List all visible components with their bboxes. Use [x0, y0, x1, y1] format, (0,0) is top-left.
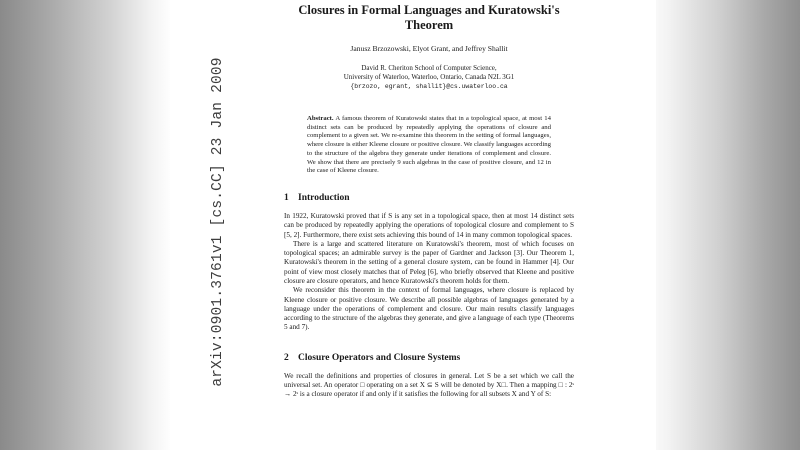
arxiv-sidebar-stamp: arXiv:0901.3761v1 [cs.CC] 23 Jan 2009: [210, 57, 226, 387]
affiliation-line-2: University of Waterloo, Waterloo, Ontario, Canada N2L 3G1: [343, 73, 515, 81]
section-1-title: Introduction: [298, 192, 350, 203]
section-2-title: Closure Operators and Closure Systems: [298, 352, 461, 363]
paper-authors: Janusz Brzozowski, Elyot Grant, and Jeffrey Shallit: [350, 44, 508, 53]
section-1-paragraph-3: We reconsider this theorem in the context of formal languages, where closure is replaced by Kleene closure or positive closure. We describe all possible algebras of languages generated by a language under the operations of complement and closure. Our main results classify languages according to the structure of the algebras they generate, and give a language of each type (Theorems 5 and 7).: [284, 286, 574, 332]
section-1-heading: [284, 193, 574, 203]
abstract-label: Abstract.: [307, 115, 334, 122]
affiliation-line-1: David R. Cheriton School of Computer Science,: [361, 64, 497, 72]
section-1-paragraph-2: There is a large and scattered literature on Kuratowski's theorem, most of which focuses on topological spaces; an admirable survey is the paper of Gardner and Jackson [3]. Our Theorem 1, Kuratowski's theorem in the setting of a general closure system, can be found in Hammer [4]. Our point of view most closely matches that of Peleg [6], who briefly observed that Kleene and positive closure are closure operators, and hence Kuratowski's theorem holds for them.: [284, 239, 574, 285]
section-2-paragraph-1: We recall the definitions and properties of closures in general. Let S be a set which we call the universal set. An operator □ operating on a set X ⊆ S will be denoted by X□. Then a mapping □ : 2ˢ → 2ˢ is a closure operator if and only if it satisfies the following for all subsets X and Y of S:: [284, 371, 574, 399]
paper-affiliation: [284, 64, 574, 91]
paper-content: [284, 0, 574, 400]
section-2-number: 2: [284, 352, 289, 363]
abstract-block: [307, 115, 551, 176]
abstract-text: A famous theorem of Kuratowski states that in a topological space, at most 14 distinct sets can be produced by repeatedly applying the operations of closure and complement to a given set. We re-examine this theorem in the setting of formal languages, where closure is either Kleene closure or positive closure. We classify languages according to the structure of the algebra they generate under iterations of complement and closure. We show that there are precisely 9 such algebras in the case of positive closure, and 12 in the case of Kleene closure.: [307, 115, 551, 175]
section-1-number: 1: [284, 192, 289, 203]
authors-email: {brzozo, egrant, shallit}@cs.uwaterloo.ca: [350, 83, 508, 90]
section-2-heading: [284, 353, 574, 363]
section-1-paragraph-1: In 1922, Kuratowski proved that if S is any set in a topological space, then at most 14 distinct sets can be produced by repeatedly applying the operations of topological closure and complement to S [5, 2]. Furthermore, there exist sets achieving this bound of 14 in many common topological spaces.: [284, 211, 574, 239]
paper-title: Closures in Formal Languages and Kuratowski's Theorem: [298, 3, 560, 32]
